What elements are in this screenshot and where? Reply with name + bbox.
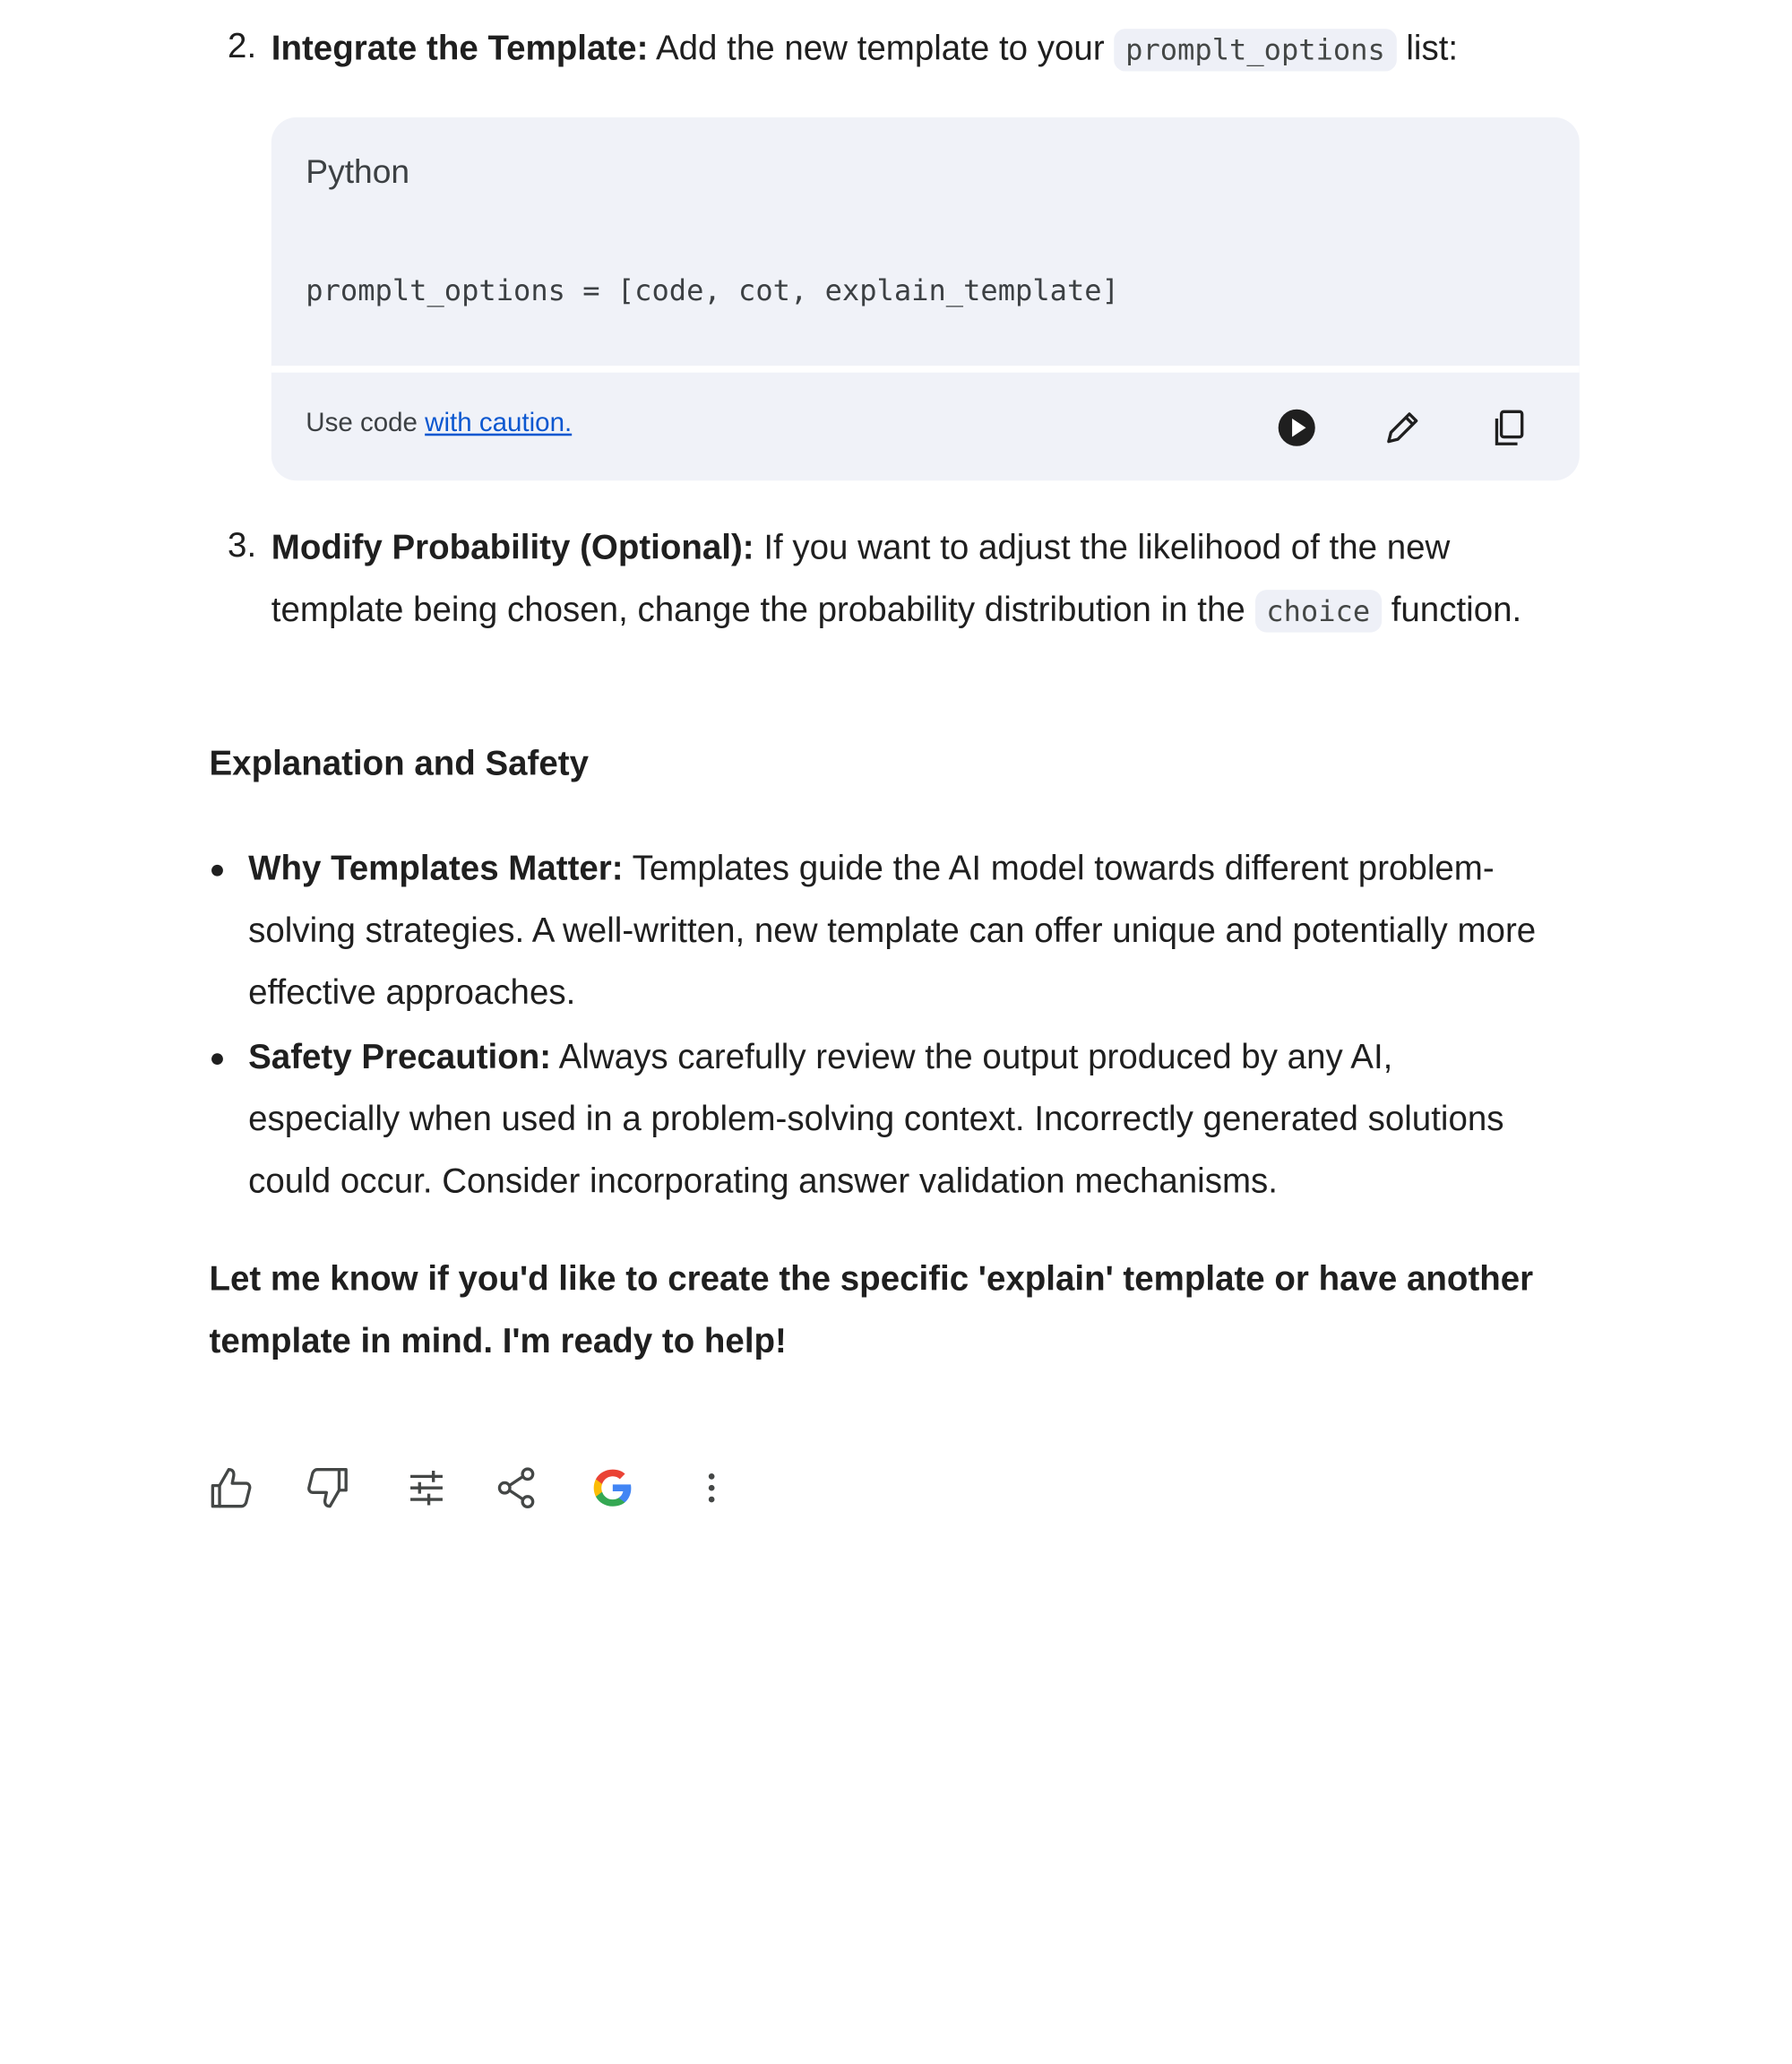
code-footer — [306, 407, 572, 438]
inline-code-promplt-options: promplt_options — [1114, 29, 1396, 71]
more-vert-icon[interactable] — [686, 1463, 737, 1513]
step-3-title: Modify Probability (Optional): — [271, 529, 754, 567]
step-3-suffix: function. — [1382, 591, 1522, 629]
closing-message: Let me know if you'd like to create the specific 'explain' template or have another template in mind. I'm ready to help! — [209, 1260, 1534, 1360]
inline-code-choice: choice — [1254, 590, 1382, 632]
bullet-1-title: Why Templates Matter: — [248, 850, 624, 888]
step-2-title: Integrate the Template: — [271, 30, 649, 68]
bullet-2-text: Always carefully review the output produced by any AI, especially when used in a problem-solving context. Incorrectly generated solutions could occur. Consider incorporating answer validation mechanisms. — [248, 1038, 1504, 1201]
code-block-divider — [271, 366, 1580, 373]
step-2-item — [271, 19, 1593, 82]
section-heading: Explanation and Safety — [209, 745, 589, 783]
bullet-item-templates — [248, 838, 1581, 1024]
share-icon[interactable] — [491, 1463, 541, 1513]
step-2-suffix: list: — [1396, 30, 1459, 68]
bullet-2-title: Safety Precaution: — [248, 1038, 552, 1076]
code-content[interactable]: promplt_options = [code, cot, explain_template] — [306, 273, 1119, 307]
play-icon[interactable] — [1274, 405, 1320, 451]
bullet-item-safety — [248, 1027, 1547, 1213]
step-number-2: 2. — [228, 27, 257, 66]
step-3-text: If you want to adjust the likelihood of the new template being chosen, change the probability distribution in the — [271, 529, 1451, 629]
bullet-1-text: Templates guide the AI model towards different problem-solving strategies. A well-written, new template can offer unique and potentially more effective approaches. — [248, 850, 1537, 1013]
thumbs-up-icon[interactable] — [206, 1463, 256, 1513]
thumbs-down-icon[interactable] — [302, 1463, 352, 1513]
bullet-dot — [211, 865, 223, 877]
step-2-text: Add the new template to your — [648, 30, 1115, 68]
with-caution-link[interactable]: with caution. — [425, 407, 573, 437]
code-footer-prefix: Use code — [306, 407, 426, 437]
pencil-icon[interactable] — [1380, 405, 1426, 451]
copy-icon[interactable] — [1486, 405, 1531, 451]
sliders-icon[interactable] — [401, 1463, 452, 1513]
google-g-icon[interactable] — [588, 1463, 638, 1513]
bullet-dot — [211, 1053, 223, 1065]
step-3-item — [271, 517, 1571, 643]
step-number-3: 3. — [228, 526, 257, 565]
code-language-label: Python — [306, 153, 410, 191]
code-block — [271, 117, 1580, 480]
